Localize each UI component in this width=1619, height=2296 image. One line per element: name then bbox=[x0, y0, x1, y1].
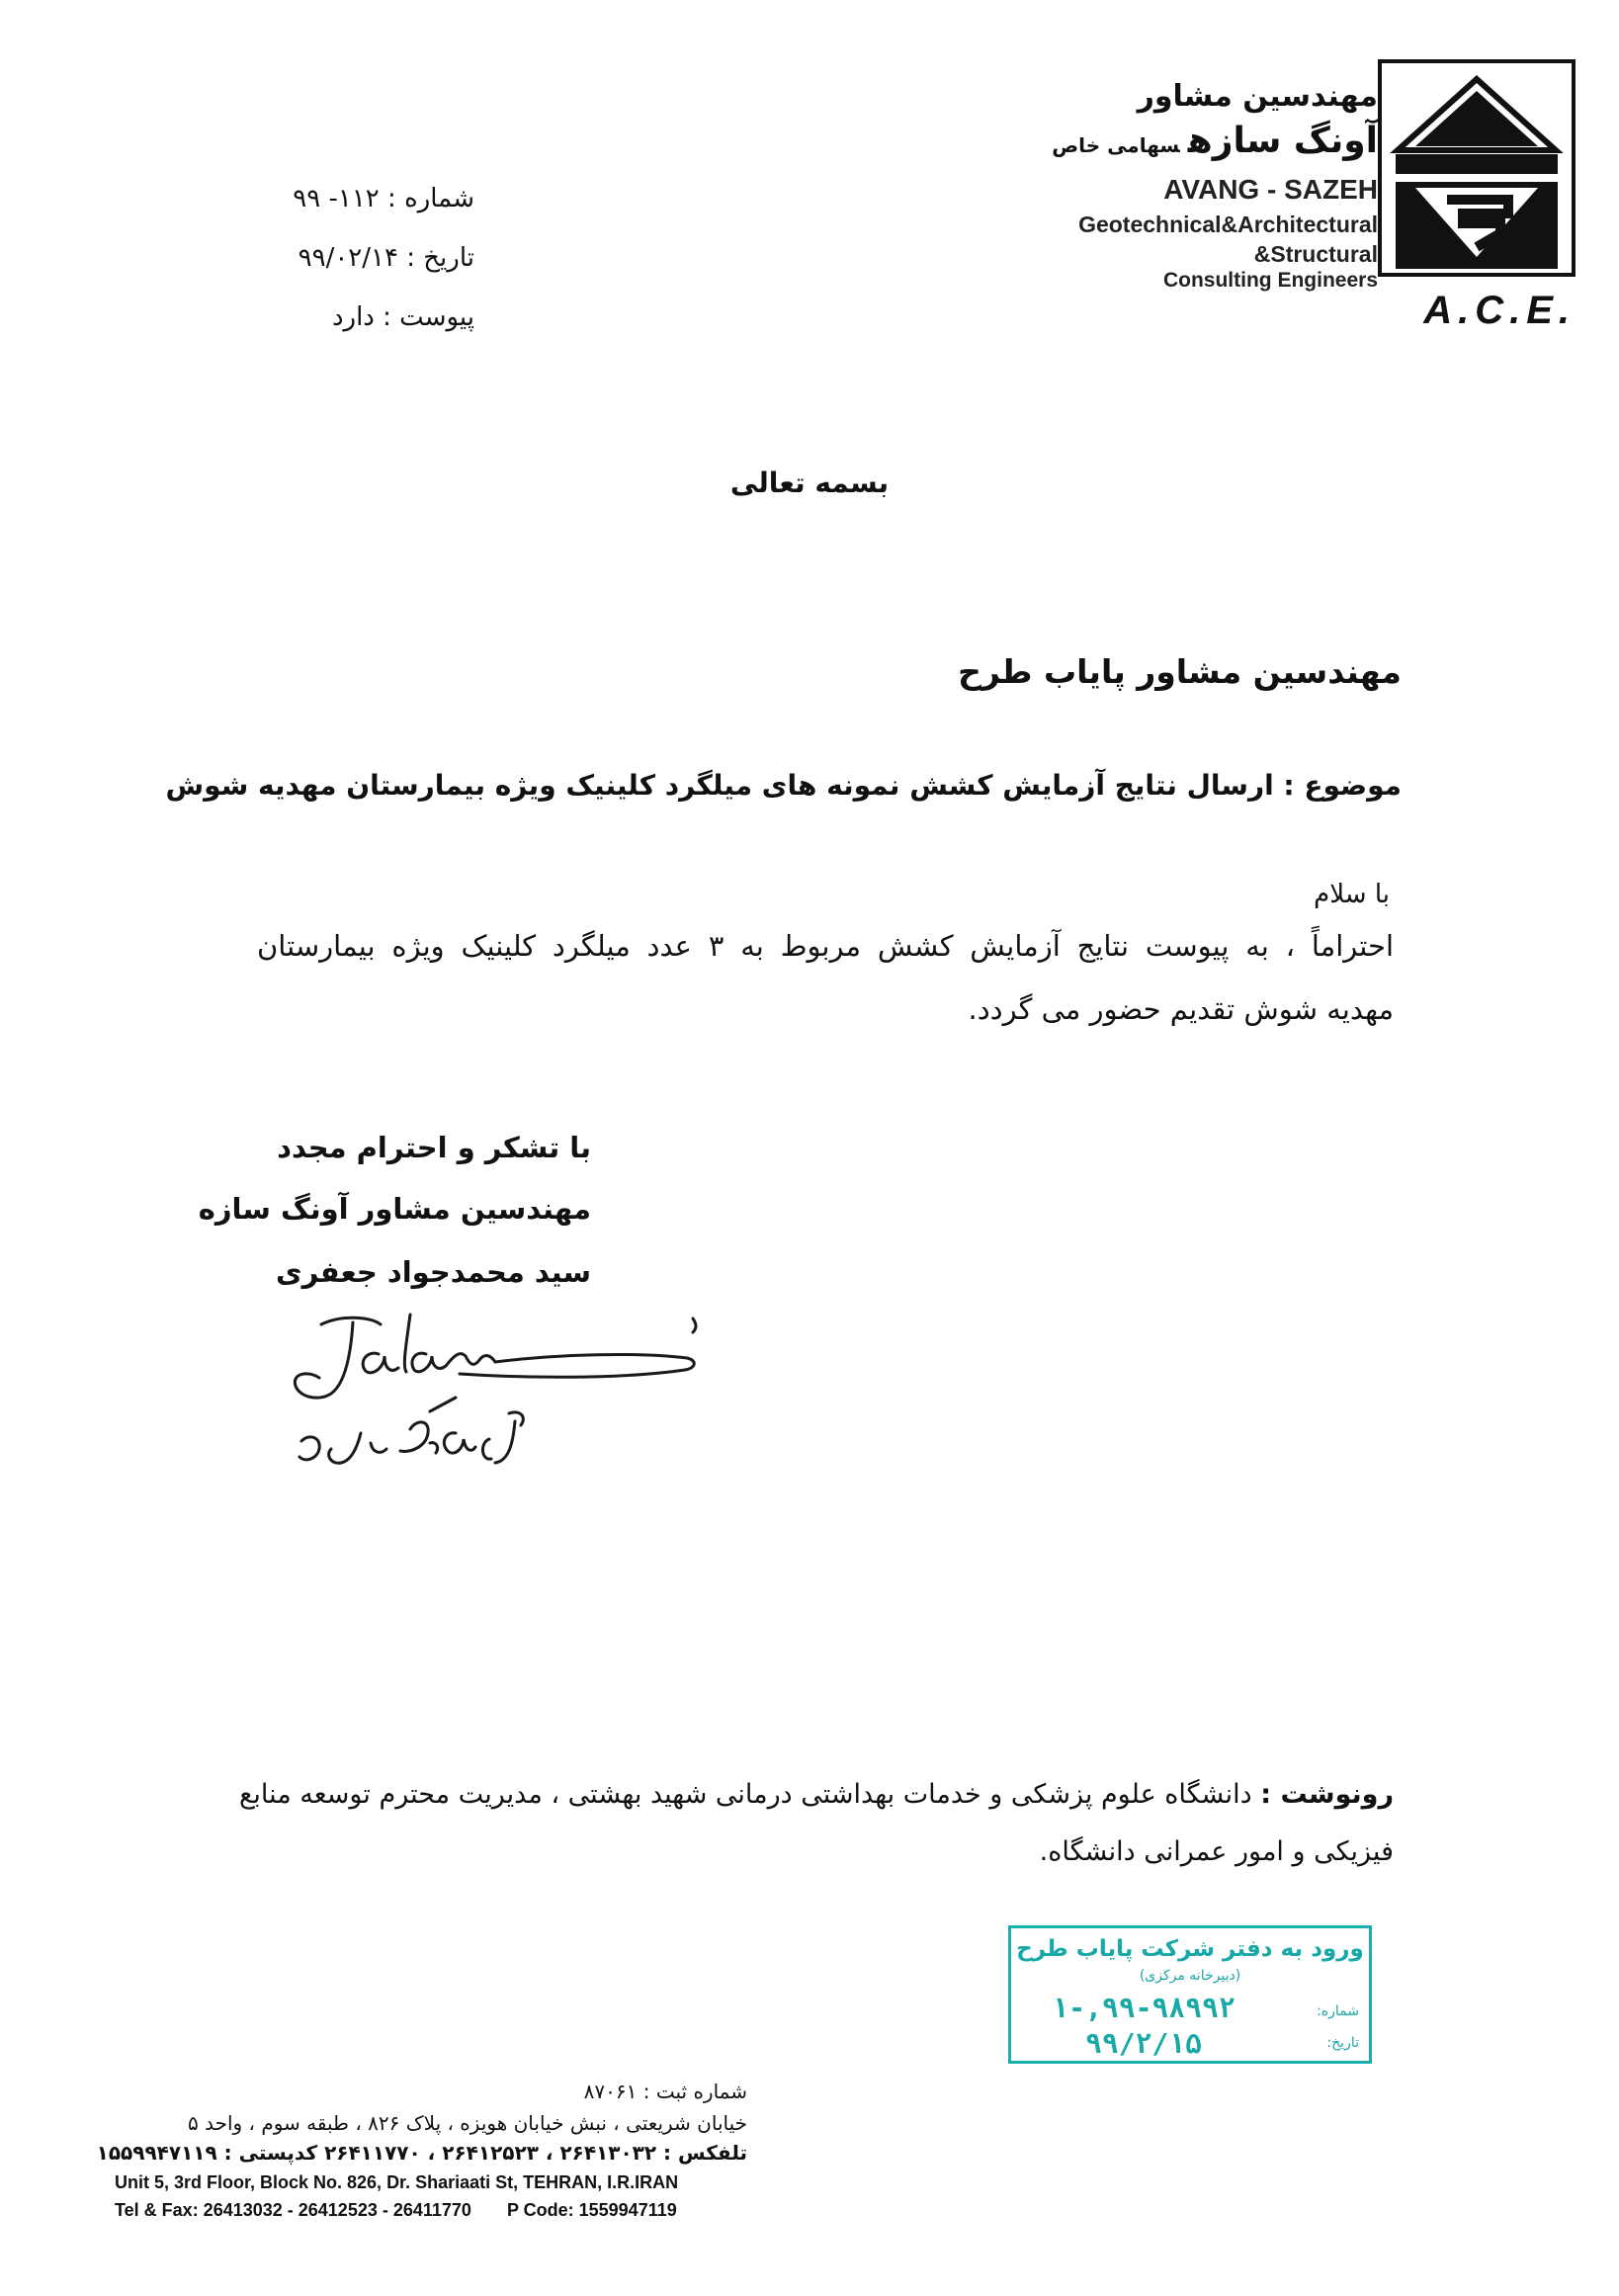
body-paragraph-line2: مهدیه شوش تقدیم حضور می گردد. bbox=[968, 992, 1394, 1026]
handwritten-signature bbox=[262, 1295, 717, 1502]
footer-phones-en bbox=[115, 2200, 677, 2221]
footer-address-fa: خیابان شریعتی ، نبش خیابان هویزه ، پلاک ۸۲۶ ، طبقه سوم ، واحد ۵ bbox=[187, 2111, 747, 2135]
cc-recipient: دانشگاه علوم پزشکی و خدمات بهداشتی درمانی شهید بهشتی ، مدیریت محترم توسعه منابع bbox=[239, 1779, 1252, 1810]
company-logo bbox=[1378, 59, 1576, 277]
stamp-date-label: تاریخ: bbox=[1326, 2035, 1359, 2051]
letter-attachment: پیوست : دارد bbox=[331, 302, 474, 332]
salutation: با سلام bbox=[1314, 880, 1390, 909]
footer-postcode-en: P Code: 1559947119 bbox=[506, 2200, 677, 2220]
addressee: مهندسین مشاور پایاب طرح bbox=[958, 652, 1402, 691]
invocation: بسمه تعالی bbox=[729, 467, 890, 499]
footer-registration: شماره ثبت : ۸۷۰۶۱ bbox=[583, 2080, 747, 2103]
signatory-name: سید محمدجواد جعفری bbox=[275, 1255, 591, 1289]
cc-line1 bbox=[239, 1779, 1394, 1810]
company-field-en-1: Geotechnical&Architectural bbox=[1078, 212, 1378, 237]
stamp-number-value: ۱-,۹۹-۹۸۹۹۲ bbox=[1052, 1992, 1236, 2024]
body-paragraph-line1: احتراماً ، به پیوست نتایج آزمایش کشش مربوط به ۳ عدد میلگرد کلینیک ویژه بیمارستان bbox=[257, 929, 1394, 963]
company-type-fa: سهامی خاص bbox=[1052, 133, 1180, 157]
subject-line: موضوع : ارسال نتایج آزمایش کشش نمونه های میلگرد کلینیک ویژه بیمارستان مهدیه شوش bbox=[165, 769, 1402, 802]
footer-phones-fa: تلفکس : ۲۶۴۱۳۰۳۲ ، ۲۶۴۱۲۵۲۳ ، ۲۶۴۱۱۷۷۰ کدپستی : ۱۵۵۹۹۴۷۱۱۹ bbox=[96, 2141, 747, 2165]
receipt-stamp bbox=[1008, 1925, 1372, 2064]
letter-date: تاریخ : ۹۹/۰۲/۱۴ bbox=[298, 243, 474, 273]
stamp-subtitle: (دبیرخانه مرکزی) bbox=[1139, 1968, 1241, 1984]
footer-telfax-en: Tel & Fax: 26413032 - 26412523 - 26411770 bbox=[115, 2200, 471, 2220]
company-field-en-3: Consulting Engineers bbox=[1162, 269, 1378, 292]
closing-company: مهندسین مشاور آونگ سازه bbox=[198, 1192, 591, 1226]
company-abbreviation: A.C.E. bbox=[1423, 289, 1576, 332]
company-name-fa: آونگ سازه bbox=[1187, 121, 1378, 161]
cc-label: رونوشت : bbox=[1260, 1779, 1394, 1810]
letter-number: شماره : ۱۱۲- ۹۹ bbox=[293, 184, 474, 213]
stamp-title: ورود به دفتر شرکت پایاب طرح bbox=[1016, 1936, 1364, 1962]
cc-line2: فیزیکی و امور عمرانی دانشگاه. bbox=[1039, 1836, 1394, 1867]
company-name-en: AVANG - SAZEH bbox=[1163, 174, 1378, 205]
closing-line: با تشکر و احترام مجدد bbox=[277, 1131, 591, 1164]
company-name-fa-line1: مهندسین مشاور bbox=[1137, 79, 1378, 114]
company-name-fa-line2 bbox=[1052, 121, 1378, 161]
stamp-number-label: شماره: bbox=[1317, 2003, 1359, 2019]
stamp-date-value: ۹۹/۲/۱۵ bbox=[1084, 2027, 1202, 2060]
company-field-en-2: &Structural bbox=[1253, 241, 1378, 267]
footer-address-en: Unit 5, 3rd Floor, Block No. 826, Dr. Shariaati St, TEHRAN, I.R.IRAN bbox=[115, 2172, 679, 2192]
